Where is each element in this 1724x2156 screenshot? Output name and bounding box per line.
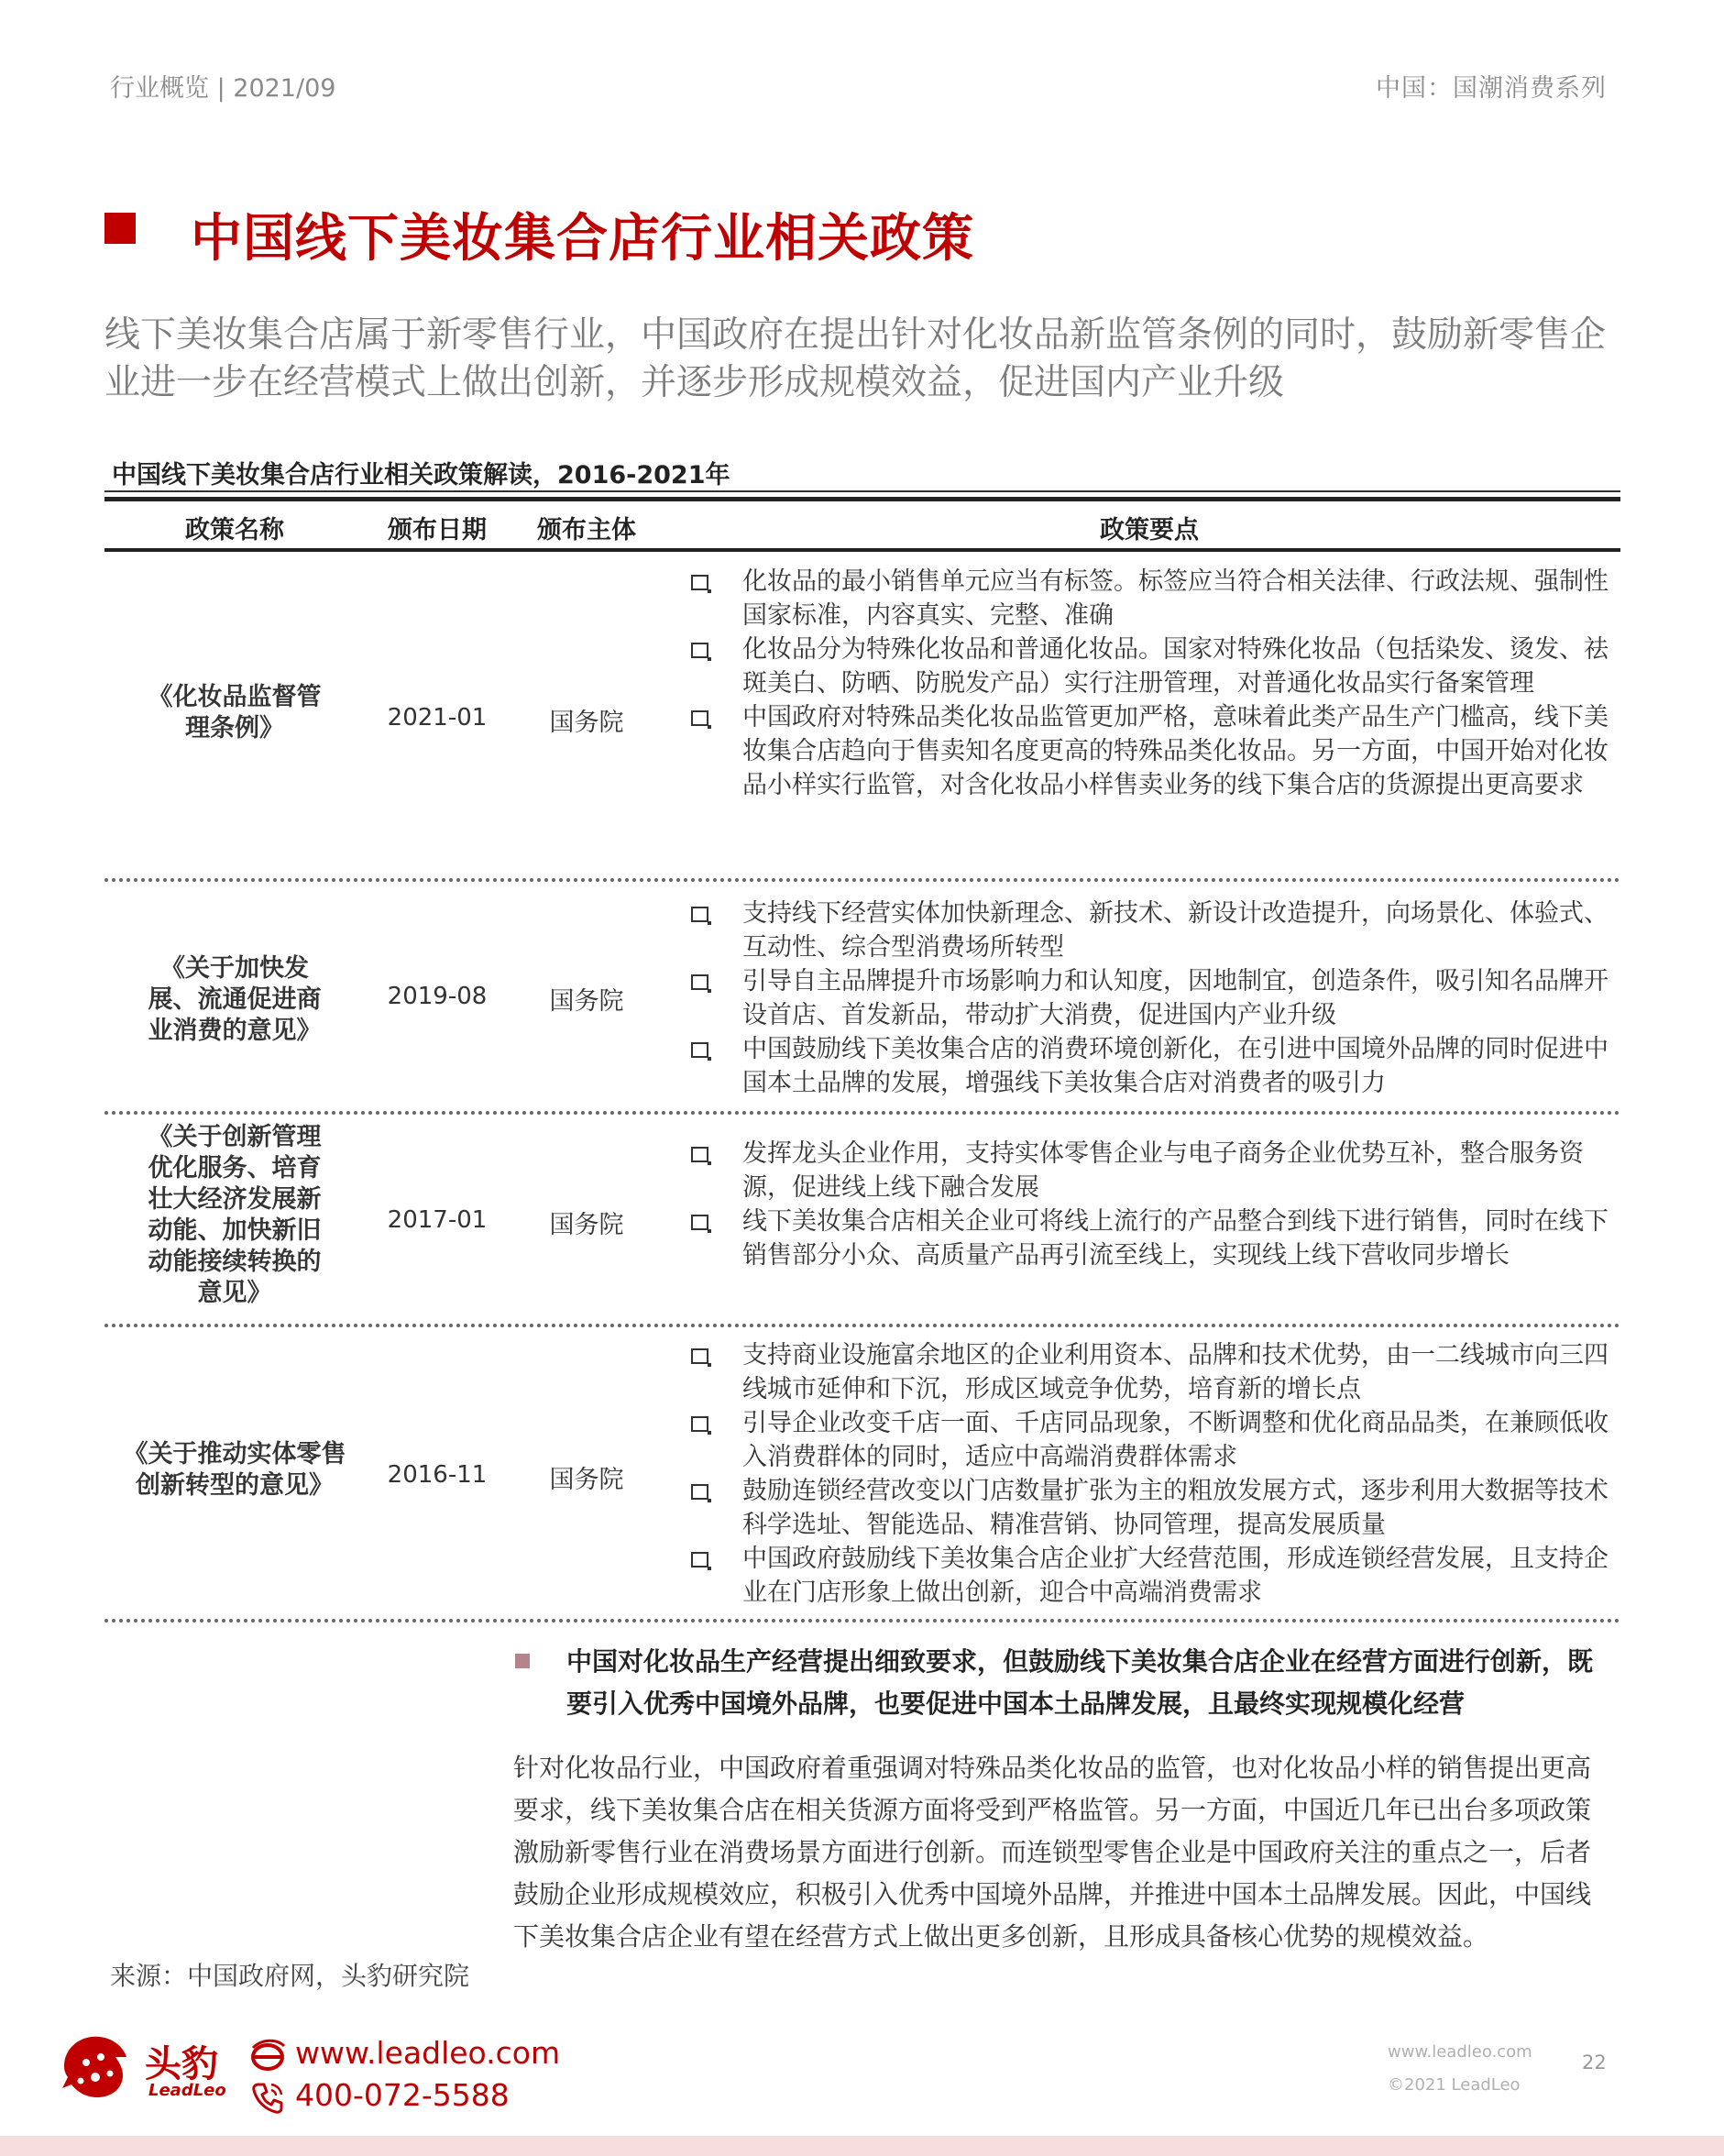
issuing-body: 国务院 [549, 987, 624, 1016]
policy-name: 《关于推动实体零售创新转型的意见》 [123, 1440, 346, 1500]
footer-copyright: ©2021 LeadLeo [1388, 2075, 1521, 2095]
checkbox-icon [691, 1484, 708, 1500]
bottom-band [0, 2136, 1724, 2156]
web-e-icon [249, 2037, 286, 2074]
issuing-body: 国务院 [549, 1211, 624, 1239]
checkbox-icon [691, 1348, 708, 1364]
issuing-body: 国务院 [549, 709, 624, 737]
key-conclusion: 中国对化妆品生产经营提出细致要求，但鼓励线下美妆集合店企业在经营方面进行创新，既要引入优秀中国境外品牌，也要促进中国本土品牌发展，且最终实现规模化经营 [566, 1646, 1594, 1719]
header-rule [104, 548, 1620, 552]
issue-date: 2017-01 [387, 1206, 488, 1234]
policy-point: 中国鼓励线下美妆集合店的消费环境创新化，在引进中国境外品牌的同时促进中国本土品牌的发展，增强线下美妆集合店对消费者的吸引力 [691, 1032, 1620, 1100]
checkbox-icon [691, 1552, 708, 1568]
caption-rule-thin [104, 490, 1620, 492]
summary-paragraph: 针对化妆品行业，中国政府着重强调对特殊品类化妆品的监管，也对化妆品小样的销售提出更高要求，线下美妆集合店在相关货源方面将受到严格监管。另一方面，中国近几年已出台多项政策激励新零售行业在消费场景方面进行创新。而连锁型零售企业是中国政府关注的重点之一，后者鼓励企业形成规模效应，积极引入优秀中国境外品牌，并推进中国本土品牌发展。因此，中国线下美妆集合店企业有望在经营方式上做出更多创新，且形成具备核心优势的规模效益。 [513, 1753, 1592, 1952]
row-divider [104, 1324, 1620, 1327]
issue-date: 2019-08 [387, 983, 488, 1010]
policy-point: 化妆品的最小销售单元应当有标签。标签应当符合相关法律、行政法规、强制性国家标准，内容真实、完整、准确 [691, 565, 1620, 632]
checkbox-icon [691, 1215, 708, 1230]
website-link[interactable]: www.leadleo.com [295, 2035, 561, 2071]
table-caption: 中国线下美妆集合店行业相关政策解读，2016-2021年 [112, 461, 730, 490]
leopard-logo-icon [59, 2030, 132, 2101]
logo-chinese-name: 头豹 [145, 2043, 218, 2085]
title-square-icon [104, 213, 136, 244]
checkbox-icon [691, 575, 708, 590]
header-issue-date: 颁布日期 [388, 516, 487, 544]
issue-date: 2016-11 [387, 1461, 488, 1489]
report-series: 中国：国潮消费系列 [1376, 74, 1607, 103]
policy-point: 支持线下经营实体加快新理念、新技术、新设计改造提升，向场景化、体验式、互动性、综合型消费场所转型 [691, 896, 1620, 964]
issuing-body: 国务院 [549, 1466, 624, 1494]
phone-icon [249, 2079, 286, 2116]
policy-name: 《关于加快发展、流通促进商业消费的意见》 [148, 954, 322, 1045]
checkbox-icon [691, 1147, 708, 1162]
policy-point: 线下美妆集合店相关企业可将线上流行的产品整合到线下进行销售，同时在线下销售部分小众、高质量产品再引流至线上，实现线上线下营收同步增长 [691, 1204, 1620, 1272]
checkbox-icon [691, 1416, 708, 1432]
footer-website: www.leadleo.com [1388, 2042, 1532, 2062]
policy-name: 《化妆品监督管理条例》 [148, 683, 322, 742]
header-issuing-body: 颁布主体 [537, 516, 636, 544]
policy-point: 引导自主品牌提升市场影响力和认知度，因地制宜，创造条件，吸引知名品牌开设首店、首发新品，带动扩大消费，促进国内产业升级 [691, 964, 1620, 1032]
checkbox-icon [691, 974, 708, 990]
policy-point: 支持商业设施富余地区的企业利用资本、品牌和技术优势，由一二线城市向三四线城市延伸和下沉，形成区域竞争优势，培育新的增长点 [691, 1338, 1620, 1406]
table-row [104, 1116, 1620, 1320]
row-divider [104, 1619, 1620, 1622]
policy-point: 引导企业改变千店一面、千店同品现象，不断调整和优化商品品类，在兼顾低收入消费群体的同时，适应中高端消费群体需求 [691, 1406, 1620, 1474]
row-divider [104, 878, 1620, 882]
issue-date: 2021-01 [387, 704, 488, 732]
header-policy-points: 政策要点 [1100, 516, 1199, 544]
checkbox-icon [691, 907, 708, 922]
table-row [104, 889, 1620, 1100]
table-row [104, 1336, 1620, 1612]
report-category: 行业概览 | 2021/09 [110, 74, 336, 103]
checkbox-icon [691, 643, 708, 658]
phone-number: 400-072-5588 [295, 2077, 510, 2113]
table-row [104, 559, 1620, 871]
bullet-square-icon [515, 1654, 530, 1668]
policy-point: 发挥龙头企业作用，支持实体零售企业与电子商务企业优势互补，整合服务资源，促进线上线下融合发展 [691, 1137, 1620, 1204]
policy-name: 《关于创新管理优化服务、培育壮大经济发展新动能、加快新旧动能接续转换的意见》 [148, 1123, 322, 1307]
policy-point: 鼓励连锁经营改变以门店数量扩张为主的粗放发展方式，逐步利用大数据等技术科学选址、智能选品、精准营销、协同管理，提高发展质量 [691, 1474, 1620, 1542]
row-divider [104, 1111, 1620, 1115]
logo-english-name: LeadLeo [148, 2081, 226, 2100]
checkbox-icon [691, 710, 708, 726]
source-note: 来源：中国政府网，头豹研究院 [110, 1961, 470, 1991]
policy-point: 化妆品分为特殊化妆品和普通化妆品。国家对特殊化妆品（包括染发、烫发、祛斑美白、防晒、防脱发产品）实行注册管理，对普通化妆品实行备案管理 [691, 632, 1620, 700]
checkbox-icon [691, 1042, 708, 1058]
policy-point: 中国政府对特殊品类化妆品监管更加严格，意味着此类产品生产门槛高，线下美妆集合店趋向于售卖知名度更高的特殊品类化妆品。另一方面，中国开始对化妆品小样实行监管，对含化妆品小样售卖业务的线下集合店的货源提出更高要求 [691, 700, 1620, 802]
header-policy-name: 政策名称 [185, 516, 284, 544]
page-number: 22 [1582, 2052, 1607, 2074]
policy-point: 中国政府鼓励线下美妆集合店企业扩大经营范围，形成连锁经营发展，且支持企业在门店形象上做出创新，迎合中高端消费需求 [691, 1542, 1620, 1610]
caption-rule-thick [104, 497, 1620, 501]
page-title: 中国线下美妆集合店行业相关政策 [191, 209, 974, 269]
intro-paragraph: 线下美妆集合店属于新零售行业，中国政府在提出针对化妆品新监管条例的同时，鼓励新零售企业进一步在经营模式上做出创新，并逐步形成规模效益，促进国内产业升级 [104, 314, 1607, 403]
